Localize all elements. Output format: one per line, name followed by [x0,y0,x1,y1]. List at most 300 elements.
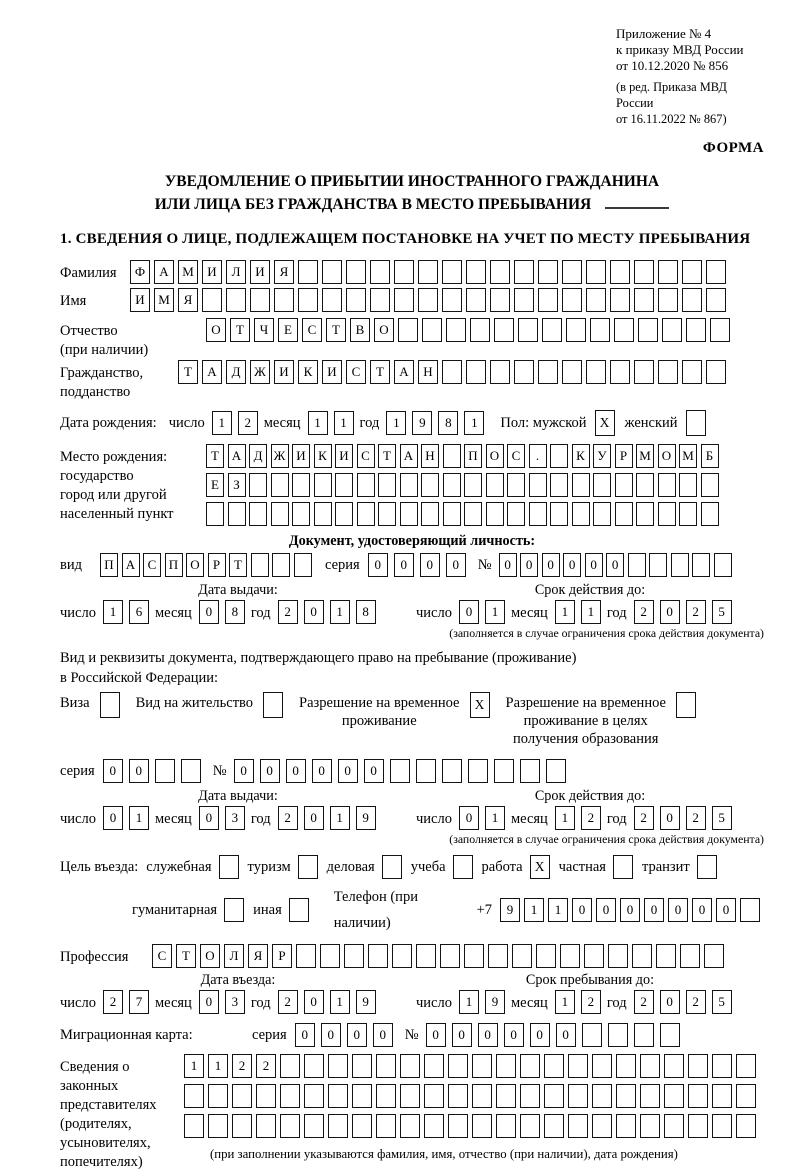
char-cell[interactable] [608,944,628,968]
char-cell[interactable] [616,1084,636,1108]
char-cell[interactable]: 0 [129,759,149,783]
char-cell[interactable]: И [202,260,222,284]
char-cell[interactable]: 1 [184,1054,204,1078]
checkbox[interactable] [382,855,402,879]
char-cell[interactable]: 0 [542,553,560,577]
char-cell[interactable]: 2 [232,1054,252,1078]
char-cell[interactable]: 9 [356,990,376,1014]
char-cell[interactable] [634,260,654,284]
char-cell[interactable]: 2 [238,411,258,435]
char-cell[interactable]: Т [178,360,198,384]
char-cell[interactable] [514,360,534,384]
char-cell[interactable] [706,288,726,312]
char-cell[interactable] [490,260,510,284]
char-cell[interactable] [344,944,364,968]
char-cell[interactable] [421,473,439,497]
char-cell[interactable] [701,502,719,526]
char-cell[interactable]: М [636,444,654,468]
char-cell[interactable] [448,1054,468,1078]
char-cell[interactable]: А [228,444,246,468]
char-cell[interactable] [494,318,514,342]
char-cell[interactable] [550,444,568,468]
char-cell[interactable]: Л [224,944,244,968]
char-cell[interactable] [593,473,611,497]
char-cell[interactable]: 6 [129,600,149,624]
char-cell[interactable] [394,288,414,312]
char-cell[interactable] [592,1054,612,1078]
char-cell[interactable] [314,502,332,526]
char-cell[interactable]: 1 [555,806,575,830]
char-cell[interactable] [376,1054,396,1078]
char-cell[interactable] [538,288,558,312]
char-cell[interactable]: 0 [504,1023,524,1047]
char-cell[interactable]: 0 [660,990,680,1014]
char-cell[interactable] [280,1084,300,1108]
char-cell[interactable] [562,360,582,384]
char-cell[interactable]: 0 [199,990,219,1014]
char-cell[interactable] [392,944,412,968]
char-cell[interactable]: О [486,444,504,468]
char-cell[interactable] [298,260,318,284]
char-cell[interactable]: 0 [596,898,616,922]
char-cell[interactable]: 0 [499,553,517,577]
char-cell[interactable]: 1 [330,806,350,830]
char-cell[interactable]: 0 [338,759,358,783]
char-cell[interactable] [400,473,418,497]
char-cell[interactable] [706,360,726,384]
char-cell[interactable] [692,553,710,577]
char-cell[interactable]: Я [178,288,198,312]
char-cell[interactable]: К [572,444,590,468]
char-cell[interactable]: 1 [555,600,575,624]
char-cell[interactable]: 0 [373,1023,393,1047]
char-cell[interactable] [271,502,289,526]
char-cell[interactable] [274,288,294,312]
char-cell[interactable]: 1 [330,600,350,624]
char-cell[interactable] [507,502,525,526]
char-cell[interactable] [712,1084,732,1108]
char-cell[interactable]: 0 [478,1023,498,1047]
char-cell[interactable] [472,1114,492,1138]
char-cell[interactable] [376,1114,396,1138]
char-cell[interactable]: С [507,444,525,468]
char-cell[interactable]: Ф [130,260,150,284]
char-cell[interactable]: П [100,553,118,577]
char-cell[interactable] [704,944,724,968]
char-cell[interactable]: И [274,360,294,384]
char-cell[interactable] [352,1084,372,1108]
char-cell[interactable] [352,1054,372,1078]
char-cell[interactable] [550,473,568,497]
char-cell[interactable] [328,1084,348,1108]
char-cell[interactable]: 2 [686,600,706,624]
char-cell[interactable]: 0 [260,759,280,783]
char-cell[interactable]: 1 [524,898,544,922]
checkbox[interactable] [298,855,318,879]
char-cell[interactable] [464,473,482,497]
char-cell[interactable] [346,260,366,284]
char-cell[interactable] [496,1114,516,1138]
char-cell[interactable] [544,1084,564,1108]
char-cell[interactable] [251,553,269,577]
char-cell[interactable]: 0 [620,898,640,922]
char-cell[interactable] [714,553,732,577]
char-cell[interactable] [322,260,342,284]
char-cell[interactable] [736,1114,756,1138]
char-cell[interactable]: 0 [644,898,664,922]
char-cell[interactable] [486,473,504,497]
char-cell[interactable] [566,318,586,342]
char-cell[interactable] [636,473,654,497]
char-cell[interactable]: П [464,444,482,468]
char-cell[interactable]: М [154,288,174,312]
char-cell[interactable]: К [314,444,332,468]
char-cell[interactable] [292,502,310,526]
char-cell[interactable] [418,288,438,312]
char-cell[interactable]: О [658,444,676,468]
char-cell[interactable] [370,260,390,284]
char-cell[interactable] [466,360,486,384]
char-cell[interactable] [398,318,418,342]
char-cell[interactable]: 1 [129,806,149,830]
char-cell[interactable] [464,502,482,526]
male-checkbox[interactable]: X [595,410,615,436]
char-cell[interactable] [592,1084,612,1108]
char-cell[interactable] [446,318,466,342]
char-cell[interactable]: У [593,444,611,468]
char-cell[interactable]: 0 [530,1023,550,1047]
char-cell[interactable]: С [357,444,375,468]
char-cell[interactable] [208,1084,228,1108]
char-cell[interactable] [546,759,566,783]
char-cell[interactable] [298,288,318,312]
char-cell[interactable]: 0 [234,759,254,783]
char-cell[interactable]: С [302,318,322,342]
char-cell[interactable] [490,288,510,312]
char-cell[interactable]: 9 [356,806,376,830]
char-cell[interactable] [322,288,342,312]
char-cell[interactable] [314,473,332,497]
char-cell[interactable]: С [346,360,366,384]
char-cell[interactable] [514,288,534,312]
char-cell[interactable]: И [292,444,310,468]
char-cell[interactable]: 9 [485,990,505,1014]
char-cell[interactable] [422,318,442,342]
char-cell[interactable]: Т [378,444,396,468]
char-cell[interactable] [416,944,436,968]
char-cell[interactable] [464,944,484,968]
char-cell[interactable]: 0 [606,553,624,577]
char-cell[interactable] [520,1084,540,1108]
char-cell[interactable]: И [250,260,270,284]
char-cell[interactable] [610,288,630,312]
char-cell[interactable]: 2 [581,806,601,830]
char-cell[interactable] [592,1114,612,1138]
char-cell[interactable] [682,260,702,284]
char-cell[interactable] [472,1084,492,1108]
char-cell[interactable]: С [143,553,161,577]
char-cell[interactable] [536,944,556,968]
char-cell[interactable] [632,944,652,968]
char-cell[interactable] [568,1114,588,1138]
checkbox[interactable]: X [470,692,490,718]
char-cell[interactable] [421,502,439,526]
char-cell[interactable]: 0 [103,806,123,830]
char-cell[interactable]: О [206,318,226,342]
char-cell[interactable] [572,473,590,497]
char-cell[interactable] [638,318,658,342]
char-cell[interactable] [390,759,410,783]
char-cell[interactable]: Я [248,944,268,968]
char-cell[interactable]: 0 [199,806,219,830]
char-cell[interactable] [228,502,246,526]
char-cell[interactable]: И [335,444,353,468]
char-cell[interactable] [400,502,418,526]
char-cell[interactable] [496,1084,516,1108]
char-cell[interactable] [202,288,222,312]
char-cell[interactable]: Б [701,444,719,468]
char-cell[interactable] [538,260,558,284]
char-cell[interactable]: П [165,553,183,577]
char-cell[interactable]: 0 [312,759,332,783]
char-cell[interactable]: Ж [271,444,289,468]
char-cell[interactable]: 2 [103,990,123,1014]
char-cell[interactable]: 0 [426,1023,446,1047]
char-cell[interactable]: Т [370,360,390,384]
char-cell[interactable] [440,944,460,968]
char-cell[interactable] [296,944,316,968]
char-cell[interactable] [608,1023,628,1047]
char-cell[interactable]: 1 [330,990,350,1014]
checkbox[interactable]: X [530,855,550,879]
char-cell[interactable] [658,288,678,312]
char-cell[interactable] [529,473,547,497]
char-cell[interactable]: Д [226,360,246,384]
char-cell[interactable] [418,260,438,284]
char-cell[interactable]: 0 [286,759,306,783]
char-cell[interactable]: 5 [712,990,732,1014]
char-cell[interactable]: 0 [420,553,440,577]
char-cell[interactable]: Е [278,318,298,342]
char-cell[interactable]: А [122,553,140,577]
char-cell[interactable] [424,1084,444,1108]
char-cell[interactable] [616,1054,636,1078]
char-cell[interactable] [232,1084,252,1108]
char-cell[interactable]: 2 [256,1054,276,1078]
char-cell[interactable] [424,1054,444,1078]
char-cell[interactable] [466,260,486,284]
char-cell[interactable] [636,502,654,526]
checkbox[interactable] [676,692,696,718]
char-cell[interactable] [562,260,582,284]
char-cell[interactable] [568,1084,588,1108]
char-cell[interactable]: Ч [254,318,274,342]
char-cell[interactable]: 0 [347,1023,367,1047]
char-cell[interactable] [184,1114,204,1138]
char-cell[interactable]: А [400,444,418,468]
char-cell[interactable] [448,1084,468,1108]
char-cell[interactable] [568,1054,588,1078]
char-cell[interactable]: Т [229,553,247,577]
char-cell[interactable]: 1 [208,1054,228,1078]
char-cell[interactable] [701,473,719,497]
char-cell[interactable] [520,759,540,783]
char-cell[interactable]: 5 [712,806,732,830]
char-cell[interactable] [586,360,606,384]
char-cell[interactable]: 0 [199,600,219,624]
char-cell[interactable] [706,260,726,284]
char-cell[interactable]: 0 [304,806,324,830]
char-cell[interactable] [544,1054,564,1078]
char-cell[interactable]: Л [226,260,246,284]
checkbox[interactable] [263,692,283,718]
char-cell[interactable] [466,288,486,312]
char-cell[interactable]: 0 [520,553,538,577]
char-cell[interactable]: 0 [585,553,603,577]
char-cell[interactable] [378,473,396,497]
char-cell[interactable]: 2 [686,990,706,1014]
char-cell[interactable]: 2 [581,990,601,1014]
char-cell[interactable] [550,502,568,526]
char-cell[interactable]: З [228,473,246,497]
char-cell[interactable] [520,1054,540,1078]
char-cell[interactable] [664,1084,684,1108]
char-cell[interactable] [544,1114,564,1138]
char-cell[interactable] [615,502,633,526]
char-cell[interactable] [448,1114,468,1138]
char-cell[interactable]: 0 [556,1023,576,1047]
char-cell[interactable] [328,1054,348,1078]
char-cell[interactable] [664,1054,684,1078]
char-cell[interactable]: И [322,360,342,384]
char-cell[interactable]: В [350,318,370,342]
char-cell[interactable]: 0 [668,898,688,922]
char-cell[interactable] [658,473,676,497]
char-cell[interactable]: 0 [364,759,384,783]
char-cell[interactable] [400,1054,420,1078]
char-cell[interactable]: 1 [459,990,479,1014]
char-cell[interactable] [155,759,175,783]
char-cell[interactable] [208,1114,228,1138]
char-cell[interactable] [394,260,414,284]
char-cell[interactable] [226,288,246,312]
char-cell[interactable] [335,473,353,497]
char-cell[interactable]: 0 [446,553,466,577]
char-cell[interactable]: 7 [129,990,149,1014]
char-cell[interactable] [442,288,462,312]
char-cell[interactable] [610,360,630,384]
char-cell[interactable]: Р [208,553,226,577]
char-cell[interactable] [634,1023,654,1047]
char-cell[interactable] [488,944,508,968]
char-cell[interactable]: Д [249,444,267,468]
char-cell[interactable] [688,1084,708,1108]
char-cell[interactable] [272,553,290,577]
char-cell[interactable] [507,473,525,497]
char-cell[interactable] [562,288,582,312]
char-cell[interactable] [679,502,697,526]
char-cell[interactable] [357,473,375,497]
char-cell[interactable] [250,288,270,312]
char-cell[interactable]: О [374,318,394,342]
char-cell[interactable] [424,1114,444,1138]
checkbox[interactable] [100,692,120,718]
char-cell[interactable] [736,1054,756,1078]
char-cell[interactable] [400,1114,420,1138]
char-cell[interactable] [328,1114,348,1138]
char-cell[interactable] [518,318,538,342]
char-cell[interactable] [616,1114,636,1138]
char-cell[interactable]: О [186,553,204,577]
char-cell[interactable]: 0 [716,898,736,922]
char-cell[interactable] [443,502,461,526]
char-cell[interactable]: А [154,260,174,284]
char-cell[interactable] [232,1114,252,1138]
char-cell[interactable] [688,1054,708,1078]
char-cell[interactable] [280,1114,300,1138]
char-cell[interactable]: 1 [485,600,505,624]
char-cell[interactable] [664,1114,684,1138]
char-cell[interactable]: Ж [250,360,270,384]
char-cell[interactable] [736,1084,756,1108]
char-cell[interactable] [206,502,224,526]
char-cell[interactable]: 8 [225,600,245,624]
char-cell[interactable]: И [130,288,150,312]
char-cell[interactable]: 1 [334,411,354,435]
char-cell[interactable] [740,898,760,922]
char-cell[interactable]: 3 [225,990,245,1014]
char-cell[interactable]: 2 [278,990,298,1014]
char-cell[interactable]: 0 [321,1023,341,1047]
char-cell[interactable]: С [152,944,172,968]
char-cell[interactable] [658,360,678,384]
char-cell[interactable] [494,759,514,783]
char-cell[interactable] [470,318,490,342]
char-cell[interactable] [662,318,682,342]
char-cell[interactable] [256,1114,276,1138]
char-cell[interactable]: Т [176,944,196,968]
char-cell[interactable]: А [202,360,222,384]
char-cell[interactable]: . [529,444,547,468]
char-cell[interactable] [679,473,697,497]
char-cell[interactable] [370,288,390,312]
char-cell[interactable] [590,318,610,342]
char-cell[interactable] [656,944,676,968]
char-cell[interactable] [304,1114,324,1138]
char-cell[interactable] [512,944,532,968]
char-cell[interactable] [680,944,700,968]
char-cell[interactable]: 0 [368,553,388,577]
char-cell[interactable] [320,944,340,968]
char-cell[interactable] [586,260,606,284]
char-cell[interactable] [357,502,375,526]
char-cell[interactable] [249,473,267,497]
char-cell[interactable] [593,502,611,526]
char-cell[interactable]: Т [206,444,224,468]
char-cell[interactable] [560,944,580,968]
char-cell[interactable]: 1 [548,898,568,922]
char-cell[interactable] [658,502,676,526]
char-cell[interactable]: 2 [278,600,298,624]
char-cell[interactable]: А [394,360,414,384]
char-cell[interactable] [640,1084,660,1108]
char-cell[interactable] [181,759,201,783]
char-cell[interactable] [634,288,654,312]
char-cell[interactable]: 0 [452,1023,472,1047]
char-cell[interactable] [615,473,633,497]
char-cell[interactable]: 0 [295,1023,315,1047]
char-cell[interactable] [712,1114,732,1138]
